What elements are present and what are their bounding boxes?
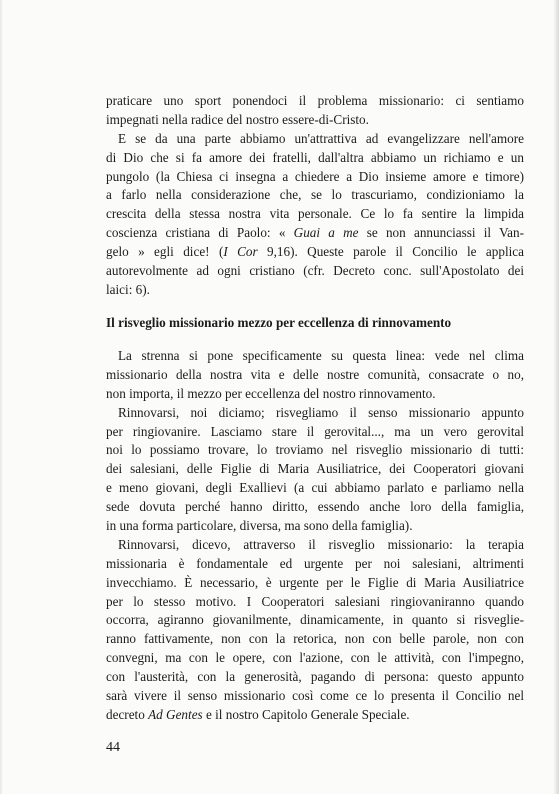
text-run: se non annunciassi il Van- (358, 225, 524, 241)
italic-text: Guai a me (293, 225, 359, 241)
paragraph-block-1 (106, 92, 524, 300)
text-line: missionario della nostra vita e delle nostre comunità, consacrate o no, (106, 366, 524, 382)
text-run: gelo » egli dice! ( (106, 244, 224, 260)
text-line: pungolo (la Chiesa ci insegna a chiedere a Dio insieme amore e timore) (106, 168, 524, 184)
text-line: in una forma particolare, diversa, ma sono della famiglia). (106, 518, 413, 534)
text-line: per ringiovanire. Lasciamo stare il gerovital..., ma un vero gerovital (106, 423, 524, 439)
text-line: non importa, il mezzo per eccellenza del nostro rinnovamento. (106, 385, 436, 401)
text-line: autorevolmente ad ogni cristiano (cfr. Decreto conc. sull'Apostolato dei (106, 263, 524, 279)
text-line: La strenna si pone specificamente su questa linea: vede nel clima (118, 348, 524, 363)
text-line: laici: 6). (106, 281, 150, 297)
text-line: a farlo nella considerazione che, se lo trascuriamo, condizioniamo la (106, 187, 524, 203)
page-number: 44 (106, 740, 120, 755)
text-line: impegnati nella radice del nostro essere-di-Cristo. (106, 111, 369, 127)
text-run: decreto (106, 706, 149, 722)
text-line: sede dovuta perché hanno diritto, essendo anche loro della famiglia, (106, 499, 524, 515)
italic-text: I Cor (223, 244, 258, 260)
text-run: coscienza cristiana di Paolo: « (106, 225, 294, 241)
text-line (106, 706, 524, 725)
text-line: occorra, agiranno giovanilmente, dinamicamente, in quanto si risveglie- (106, 612, 524, 628)
text-line: dei salesiani, delle Figlie di Maria Ausiliatrice, dei Cooperatori giovani (106, 461, 524, 477)
text-run: e il nostro Capitolo Generale Speciale. (202, 706, 410, 722)
text-line: invecchiamo. È necessario, è urgente per le Figlie di Maria Ausiliatrice (106, 574, 524, 590)
text-line: con l'austerità, con la generosità, pagando di persona: questo appunto (106, 669, 524, 685)
italic-text: Ad Gentes (148, 706, 203, 722)
text-line: missionaria è fondamentale ed urgente per noi salesiani, altrimenti (106, 555, 524, 571)
text-line: Rinnovarsi, dicevo, attraverso il risveglio missionario: la terapia (118, 536, 524, 552)
text-line: e meno giovani, degli Exallievi (a cui abbiamo parlato e parliamo nella (106, 480, 524, 496)
text-line: per lo stesso motivo. I Cooperatori salesiani ringiovaniranno quando (106, 593, 524, 609)
text-line: crescita della stessa nostra vita personale. Ce lo fa sentire la limpida (106, 206, 524, 222)
section-heading: Il risveglio missionario mezzo per eccellenza di rinnovamento (106, 315, 452, 330)
text-line: sarà vivere il senso missionario così come ce lo presenta il Concilio nel (106, 688, 524, 704)
paragraph-block-2 (106, 347, 524, 725)
text-line: di Dio che si fa amore dei fratelli, dall'altra abbiamo un richiamo e un (106, 149, 524, 165)
scan-right-edge (553, 0, 559, 794)
text-line (106, 243, 524, 262)
text-line: convegni, ma con le opere, con l'azione, con le attività, con l'impegno, (106, 650, 524, 666)
text-line (106, 224, 524, 243)
text-line: E se da una parte abbiamo un'attrattiva ad evangelizzare nell'amore (118, 130, 524, 146)
scan-left-edge (0, 0, 3, 794)
text-line: praticare uno sport ponendoci il problema missionario: ci sentiamo (106, 93, 524, 108)
text-line: noi lo possiamo trovare, lo troviamo nel risveglio missionario di tutti: (106, 442, 524, 458)
text-line: ranno fattivamente, non con la retorica, non con belle parole, non con (106, 631, 524, 647)
text-run: 9,16). Queste parole il Concilio le applica (257, 244, 524, 260)
text-line: Rinnovarsi, noi diciamo; risvegliamo il senso missionario appunto (118, 404, 524, 420)
